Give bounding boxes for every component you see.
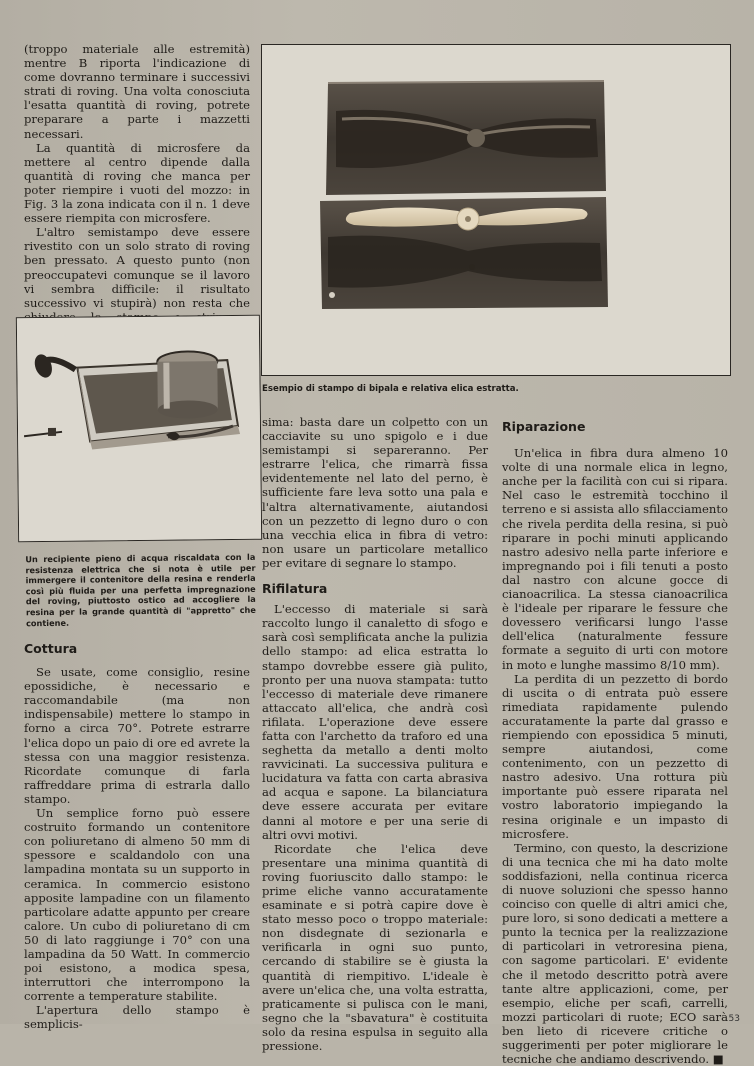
section-heading-rifilatura: Rifilatura xyxy=(262,581,328,597)
paragraph: Se usate, come consiglio, resine epossidiche, è necessario e raccomandabile (ma non indispensabile) mettere lo stampo in forno a circa 70°. Potrete estrarre l'elica dopo un paio di ore ed avrete la stessa con una maggior resistenza. Ricordate comunque di farla raffreddare prima di estrarla dallo stampo. xyxy=(24,665,250,806)
paragraph: Un semplice forno può essere costruito formando un contenitore con poliuretano di almeno 50 mm di spessore e scaldandolo con una lampadina montata su un supporto in ceramica. In commercio esistono apposite lampadine con un filamento particolare adatte appunto per creare calore. Un cubo di poliuretano di cm 50 di lato raggiunge i 70° con una lampadina da 50 Watt. In commercio poi esistono, a modica spesa, interruttori che interrompono la corrente a temperature stabilite. xyxy=(24,806,250,1004)
paragraph: La perdita di un pezzetto di bordo di uscita o di entrata può essere rimediata rapidamente pulendo accuratamente la parte dal grasso e riempiendo con epossidica 5 minuti, sempre aiutandosi, come contenimento, con un pezzetto di nastro adesivo. Una rottura più importante può essere riparata nel vostro laboratorio impiegando la resina originale e un impasto di microsfere. xyxy=(502,671,728,841)
paragraph: L'eccesso di materiale si sarà raccolto lungo il canaletto di sfogo e sarà così semplificata anche la pulizia dello stampo: ad elica estratta lo stampo dovrebbe essere già pulito, pronto per una nuova stampata: tutto l'eccesso di materiale deve rimanere attaccato all'elica, che andrà così rifilata. L'operazione deve essere fatta con l'archetto da traforo ed una seghetta da metallo a denti molto ravvicinati. La successiva pulitura e lucidatura va fatta con carta abrasiva ad acqua e sapone. La bilanciatura deve essere accurata per evitare danni al motore e per una serie di altri ovvi motivi. xyxy=(262,602,488,842)
column-3 xyxy=(502,420,728,1066)
paragraph: sima: basta dare un colpetto con un cacciavite su uno spigolo e i due semistampi si separeranno. Per estrarre l'elica, che rimarrà fissa evidentemente nel lato del perno, è sufficiente fare leva sotto una pala e l'altra alternativamente, aiutandosi con un pezzetto di legno duro o con una vecchia elica in fibra di vetro: non usare un particolare metallico per evitare di segnare lo stampo. xyxy=(262,415,488,570)
section-heading-cottura: Cottura xyxy=(24,641,78,656)
heater-photo xyxy=(16,315,262,628)
paragraph: Un'elica in fibra dura almeno 10 volte di una normale elica in legno, anche per la facilità con cui si ripara. Nel caso le estremità tocchino il terreno e si assista allo sfilacciamento che rivela perdita della resina, si può riparare in pochi minuti applicando nastro adesivo nella parte inferiore e impregnando poi i fili tenuti a posto dal nastro con alcune gocce di cianoacrilica. La stessa cianoacrilica è l'ideale per riparare le fessure che dovessero verificarsi lungo l'asse dell'elica (naturalmente fessure formate a seguito di urti con motore in moto e lunghe massimo 8/10 mm). xyxy=(502,446,728,672)
paragraph: La quantità di microsfere da mettere al centro dipende dalla quantità di roving che manca per poter riempire i vuoti del mozzo: in Fig. 3 la zona indicata con il n. 1 deve essere riempita con microsfere. xyxy=(24,140,250,226)
paragraph: (troppo materiale alle estremità) mentre B riporta l'indicazione di come dovranno terminare i successivi strati di roving. Una volta conosciuta l'esatta quantità di roving, potrete preparare a parte i mazzetti necessari. xyxy=(24,42,250,141)
section-heading-riparazione: Riparazione xyxy=(502,419,586,434)
column-2 xyxy=(262,415,488,1053)
heater-photo-image xyxy=(17,316,261,542)
page-number: 53 xyxy=(728,1014,740,1024)
column-1-top xyxy=(24,42,250,338)
paragraph: L'apertura dello stampo è semplicis- xyxy=(24,1003,250,1032)
mold-photo-caption: Esempio di stampo di bipala e relativa elica estratta. xyxy=(262,384,519,394)
paragraph: Termino, con questo, la descrizione di una tecnica che mi ha dato molte soddisfazioni, nella continua ricerca di nuove soluzioni che spesso hanno coinciso con quelle di altri amici che, pure loro, si sono dedicati a mettere a punto la tecnica per la realizzazione di particolari in vetroresina piena, con sagome particolari. E' evidente che il metodo descritto potrà avere tante altre applicazioni, come, per esempio, eliche per scafi, carrelli, mozzi particolari di ruote; ECO sarà ben lieto di ricevere critiche o suggerimenti per poter migliorare le tecniche che andiamo descrivendo. ■ xyxy=(502,840,728,1066)
mold-photo-image xyxy=(262,45,730,375)
upper-mold xyxy=(326,81,606,195)
column-1-bottom xyxy=(24,642,250,1032)
heater-photo-caption: Un recipiente pieno di acqua riscaldata con la resistenza elettrica che si nota è utile per immergere il contenitore della resina e renderla così più fluida per una perfetta impregnazione del roving, piuttosto ostico ad accogliere la resina per la grande quantità di "appretto" che contiene. xyxy=(25,551,256,628)
paragraph: L'altro semistampo deve essere rivestito con un solo strato di roving ben pressato. A questo punto (non preoccupatevi comunque se il lavoro vi sembra difficile: il risultato successivo vi stupirà) non resta che xyxy=(24,225,250,310)
paragraph: Ricordate che l'elica deve presentare una minima quantità di roving fuoriuscito dallo stampo: le prime eliche vanno accuratamente esaminate e si potrà capire dove è stato messo poco o troppo materiale: non disdegnate di sezionarla e verificarla in ogni suo punto, cercando di stabilire se è giusta la quantità di riempitivo. L'ideale è avere un'elica che, una volta estratta, praticamente si pulisca con le mani, segno che la "sbavatura" è costituita solo da resina espulsa in seguito alla pressione. xyxy=(262,841,488,1054)
mold-photo xyxy=(261,44,731,376)
